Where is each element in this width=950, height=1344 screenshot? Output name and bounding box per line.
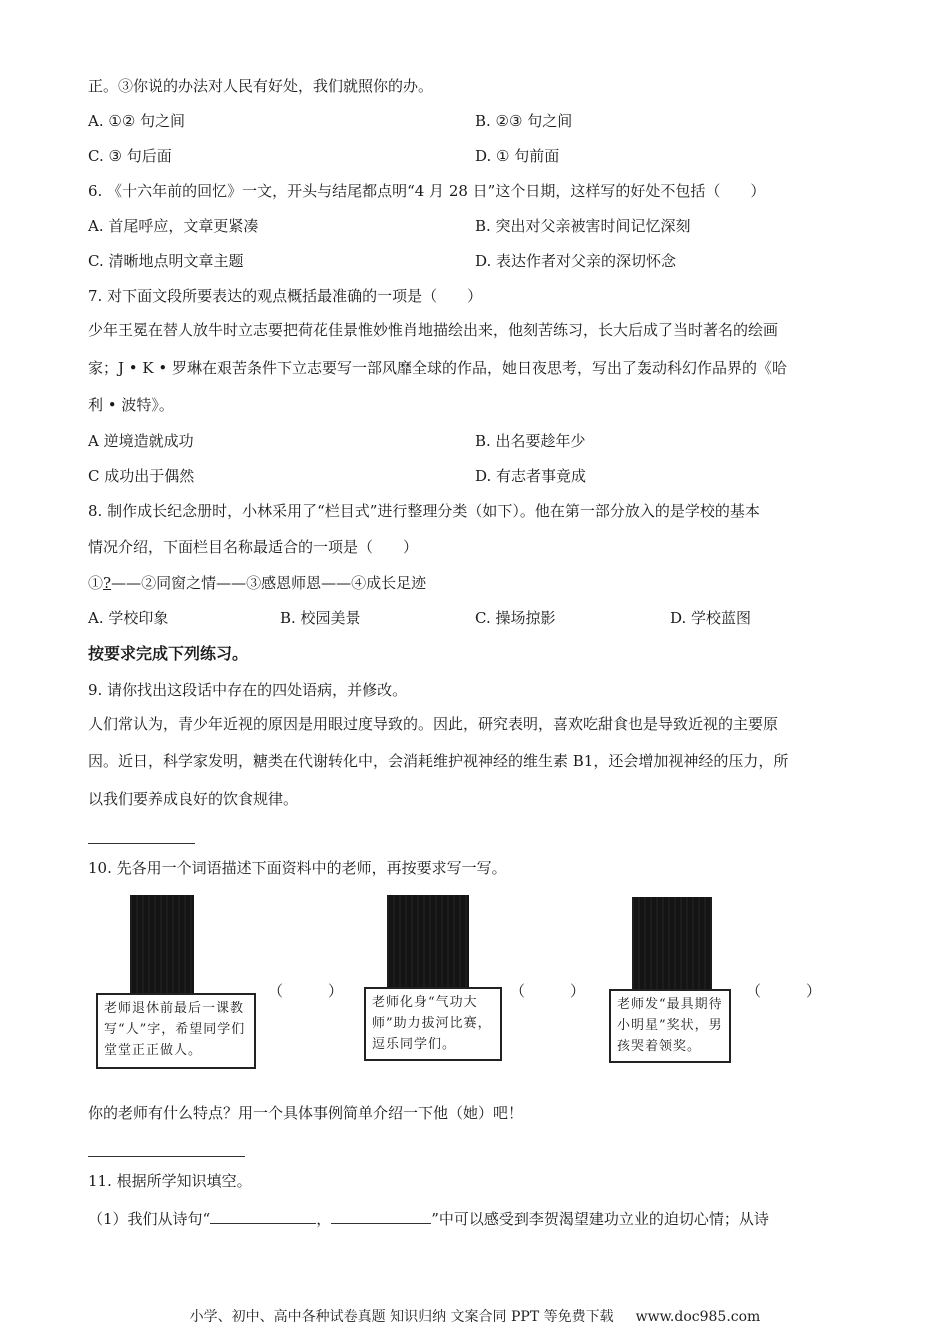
q6-option-d: D. 表达作者对父亲的深切怀念 <box>475 252 677 270</box>
q11-item-1-suffix: ”中可以感受到李贺渴望建功立业的迫切心情；从诗 <box>431 1210 769 1228</box>
q11-item-1-prefix: （1）我们从诗句“ <box>88 1210 211 1228</box>
q5-option-c: C. ③ 句后面 <box>88 147 172 165</box>
q8-seq-blank: ? <box>103 574 112 592</box>
q9-passage-line-2: 因。近日，科学家发明，糖类在代谢转化中，会消耗维护视神经的维生素 B1，还会增加视神经的压力，所 <box>88 752 789 770</box>
teacher-photo-3 <box>632 897 712 989</box>
q8-option-a: A. 学校印象 <box>88 609 169 627</box>
question-6: 6. 《十六年前的回忆》一文，开头与结尾都点明“4 月 28 日”这个日期，这样写的好处不包括（ ） <box>88 182 766 200</box>
teacher-photo-1 <box>130 895 194 993</box>
picture-3-caption: 老师发“最具期待小明星”奖状，男孩哭着领奖。 <box>609 989 731 1063</box>
q8-seq-prefix: ① <box>88 574 104 592</box>
q6-option-c: C. 清晰地点明文章主题 <box>88 252 244 270</box>
question-11: 11. 根据所学知识填空。 <box>88 1172 252 1190</box>
section-heading: 按要求完成下列练习。 <box>88 644 249 663</box>
q9-passage-line-1: 人们常认为，青少年近视的原因是用眼过度导致的。因此，研究表明，喜欢吃甜食也是导致近视的主要原 <box>88 715 779 733</box>
question-9: 9. 请你找出这段话中存在的四处语病，并修改。 <box>88 681 408 699</box>
picture-2-answer-blank[interactable]: （ ） <box>510 982 586 1000</box>
q7-option-d: D. 有志者事竟成 <box>475 467 587 485</box>
q5-option-a: A. ①② 句之间 <box>88 112 186 130</box>
q8-seq-rest: ——②同窗之情——③感恩师恩——④成长足迹 <box>111 574 427 592</box>
picture-3-answer-blank[interactable]: （ ） <box>746 982 822 1000</box>
q11-item-1-comma: ， <box>316 1210 332 1228</box>
question-5-tail: 正。③你说的办法对人民有好处，我们就照你的办。 <box>88 77 434 95</box>
q9-passage-line-3: 以我们要养成良好的饮食规律。 <box>88 790 299 808</box>
q9-answer-line[interactable] <box>88 843 195 844</box>
question-8-line-2: 情况介绍，下面栏目名称最适合的一项是（ ） <box>88 538 419 556</box>
picture-1-caption: 老师退休前最后一课教写“人”字，希望同学们堂堂正正做人。 <box>96 993 256 1069</box>
q10-answer-line[interactable] <box>88 1156 245 1157</box>
question-8: 8. 制作成长纪念册时，小林采用了“栏目式”进行整理分类（如下）。他在第一部分放入的是学校的基本 <box>88 502 760 520</box>
footer-url[interactable]: www.doc985.com <box>635 1309 761 1325</box>
q8-column-sequence <box>88 573 426 593</box>
q11-blank-1[interactable] <box>210 1207 316 1224</box>
q8-option-d: D. 学校蓝图 <box>670 609 752 627</box>
question-7: 7. 对下面文段所要表达的观点概括最准确的一项是（ ） <box>88 287 483 305</box>
q7-option-c: C 成功出于偶然 <box>88 467 195 485</box>
q8-option-c: C. 操场掠影 <box>475 609 556 627</box>
q6-option-b: B. 突出对父亲被害时间记忆深刻 <box>475 217 691 235</box>
question-10-prompt: 你的老师有什么特点？用一个具体事例简单介绍一下他（她）吧！ <box>88 1104 524 1122</box>
q7-passage-line-3: 利 • 波特》。 <box>88 396 174 414</box>
teacher-photo-2 <box>387 895 469 987</box>
q7-option-a: A 逆境造就成功 <box>88 432 194 450</box>
q7-passage-line-2: 家；J • K • 罗琳在艰苦条件下立志要写一部风靡全球的作品，她日夜思考，写出了轰动科幻作品界的《哈 <box>88 359 787 377</box>
footer-text: 小学、初中、高中各种试卷真题 知识归纳 文案合同 PPT 等免费下载 <box>189 1309 614 1325</box>
q8-option-b: B. 校园美景 <box>280 609 361 627</box>
q5-option-d: D. ① 句前面 <box>475 147 560 165</box>
picture-2-caption: 老师化身“气功大师”助力拔河比赛，逗乐同学们。 <box>364 987 502 1061</box>
picture-1-answer-blank[interactable]: （ ） <box>268 982 344 1000</box>
q11-blank-2[interactable] <box>331 1207 431 1224</box>
q7-passage-line-1: 少年王冕在替人放牛时立志要把荷花佳景惟妙惟肖地描绘出来，他刻苦练习，长大后成了当时著名的绘画 <box>88 321 779 339</box>
page-footer <box>0 1306 950 1326</box>
q5-option-b: B. ②③ 句之间 <box>475 112 573 130</box>
q11-item-1 <box>88 1207 769 1229</box>
q7-option-b: B. 出名要趁年少 <box>475 432 586 450</box>
q6-option-a: A. 首尾呼应，文章更紧凑 <box>88 217 259 235</box>
question-10: 10. 先各用一个词语描述下面资料中的老师，再按要求写一写。 <box>88 859 507 877</box>
